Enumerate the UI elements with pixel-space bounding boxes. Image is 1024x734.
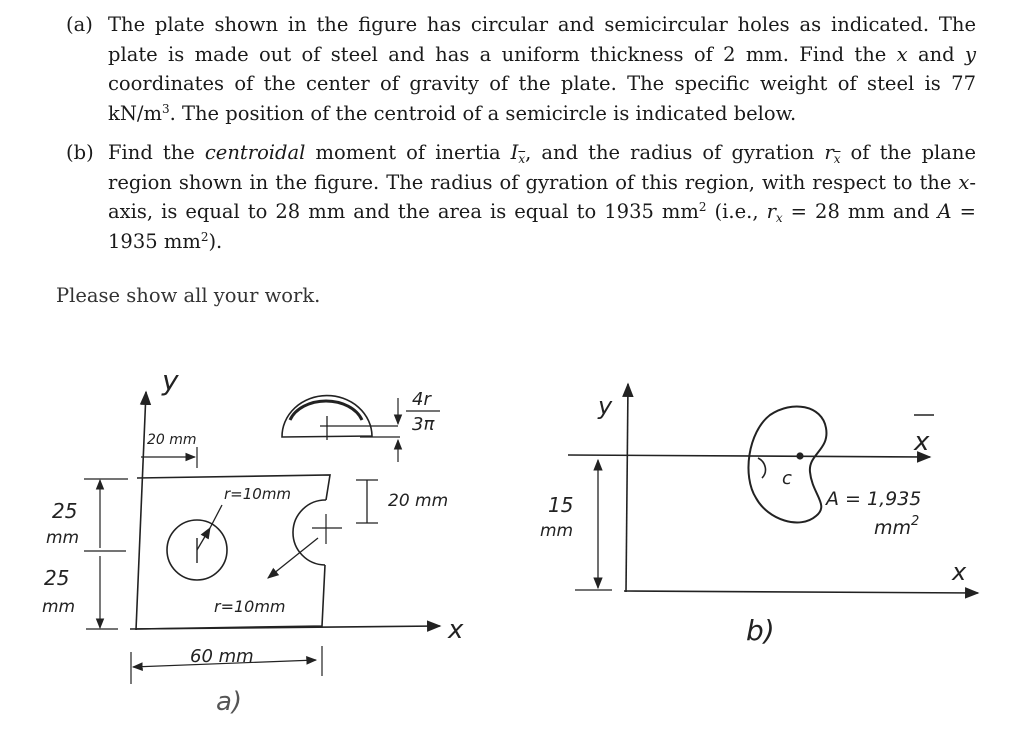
dim-15-label: 15 (548, 493, 574, 517)
fig-a-x-label: x (448, 615, 464, 645)
problem-b-text: Find the centroidal moment of inertia $I_{\overline{x}}$, and the radius of gyration $r_{\overline{x}}$ of the plane region shown in the figure. The radius of gyration of this region, with respect to the x-axis, is equal to 28 mm and the area is equal to 1935 $mm^2$ (i.e., $r_x = 28$ mm and A = 1935 $mm^2$). (108, 141, 977, 253)
formula-numerator: 4r (412, 389, 431, 410)
fig-b-y-label: y (598, 392, 613, 420)
fig-b-x-axis (624, 591, 978, 593)
fig-b-xbar-label: x (914, 427, 930, 457)
fig-b-x-label: x (952, 558, 967, 586)
semicircle-hole (293, 500, 326, 565)
dim-25-top-label: 25 (52, 499, 78, 523)
radius-top-label: r=10mm (224, 485, 292, 503)
dim-25-bottom-unit: mm (42, 597, 76, 617)
dim-25-bottom-label: 25 (44, 566, 70, 590)
dim-15-unit: mm (540, 521, 574, 541)
formula-denominator: 3π (412, 414, 435, 435)
dim-20-mm-label: 20 mm (147, 432, 197, 448)
dim-20-mm-right-label: 20 mm (388, 491, 449, 511)
figure-b-caption: b) (746, 614, 775, 647)
fig-a-y-label: y (162, 364, 179, 397)
problem-b-tag: (b) (66, 141, 94, 164)
fig-a-y-axis (136, 392, 146, 630)
dim-25-top-unit: mm (46, 528, 80, 548)
area-unit: $mm^2$ (874, 514, 920, 539)
centroid-label: c (782, 468, 792, 489)
radius-bottom-label: r=10mm (214, 597, 286, 616)
dim-60-mm-label: 60 mm (190, 646, 254, 667)
problem-a-text: The plate shown in the figure has circular and semicircular holes as indicated. The plate is made out of steel and has a uniform thickness of 2 mm. Find the x and y coordinates of the center of gravity of the plate. The specific weight of steel is 77 $kN/m^3$. The position of the centroid of a semicircle is indicated below. (108, 13, 976, 125)
centroid-dot (797, 453, 803, 459)
area-label: A = 1,935 (826, 488, 922, 510)
figure-a (84, 392, 440, 684)
figure-a-caption: a) (216, 687, 243, 717)
plane-region (748, 406, 826, 522)
fig-b-y-axis (626, 384, 628, 592)
problem-a-tag: (a) (66, 13, 93, 36)
instruction-text: Please show all your work. (56, 284, 321, 307)
